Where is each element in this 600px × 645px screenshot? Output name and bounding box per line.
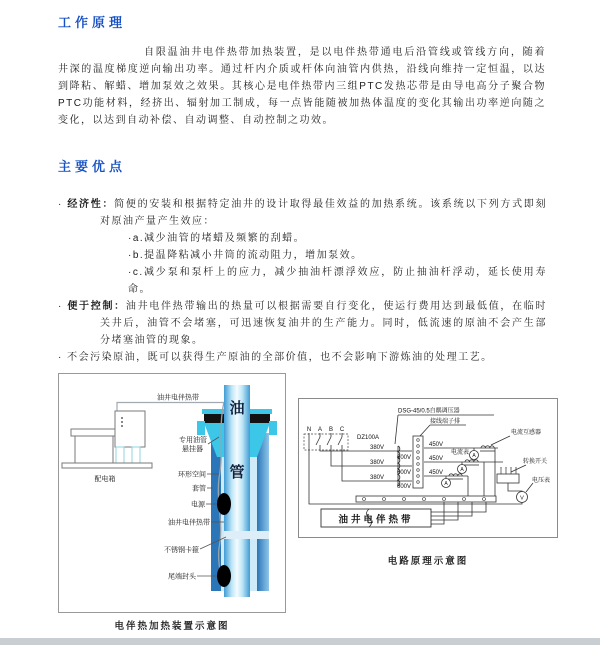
terminal-strip — [413, 436, 423, 488]
phase-n: N — [306, 427, 312, 433]
heat-band-box-label: 油井电伴热带 — [338, 514, 414, 526]
out-450-2: 450V — [428, 456, 444, 462]
advantages-list — [58, 196, 547, 366]
oil-character: 油 — [229, 400, 245, 417]
wellhead-wing-right — [269, 421, 277, 435]
heat-band-top-label: 油井电伴热带 — [157, 394, 199, 402]
input-voltage-1: 380V — [369, 445, 385, 451]
advantage-item-no-pollution-text: 不会污染原油，既可以获得生产原油的全部价值，也不会影响下游炼油的处理工艺。 — [67, 352, 493, 363]
advantage-item-no-pollution — [58, 349, 547, 366]
principle-title: 工作原理 — [58, 15, 127, 30]
heat-band-label: 油井电伴热带 — [168, 519, 210, 527]
phase-c: C — [339, 427, 345, 433]
page-bottom-edge — [0, 638, 600, 645]
bullet-dot: · — [58, 301, 63, 312]
well-heating-diagram — [58, 373, 286, 613]
advantage-sub-item-a — [58, 230, 547, 247]
wellhead-wing-left — [197, 421, 205, 435]
bullet-dot: · — [58, 199, 63, 210]
bullet-dot: · — [128, 233, 133, 244]
well-diagram-caption: 电伴热加热装置示意图 — [114, 621, 230, 632]
bus-bar — [356, 496, 496, 502]
principle-paragraph: 自限温油井电伴热带加热装置，是以电伴热带通电后沿管线或管线方向，随着井深的温度梯度逆向输出功率。通过杆内介质或杆体向油管内供热，沿线向维持一定恒温，以达到降粘、解蜡、增加泵效之效果。其核心是电伴热带内三组PTC发热芯带是由导电高分子聚合物PTC功能材料，经挤出、辐射加工制成，每一点皆能随被加热体温度的变化其输出功率逆向随之变化，以达到自动补偿、自动调整、自动控制之功效。 — [58, 47, 546, 126]
hanger-label-line1: 专用油管 — [179, 437, 207, 444]
voltmeter-label: 电压表 — [531, 478, 551, 484]
bullet-dot: · — [128, 250, 133, 261]
heat-band-box — [321, 509, 431, 527]
end-cap-label: 尾端封头 — [168, 573, 196, 581]
advantage-item-control-text: 油井电伴热带输出的热量可以根据需要自行变化，使运行费用达到最低值，在临时关井后，油管不会堵塞，可迅速恢复油井的生产能力。同时，低流速的原油不会产生部分堵塞油管的现象。 — [100, 301, 548, 346]
heater-bulge-lower — [217, 565, 231, 587]
ammeter-1 — [470, 451, 479, 460]
advantages-title: 主要优点 — [58, 159, 127, 174]
bullet-dot: · — [128, 267, 133, 278]
tap-600-2: 600V — [396, 470, 412, 476]
transformer-label: DSG-45/0.5自耦调压器 — [398, 408, 460, 415]
ammeter-1-symbol: A — [472, 453, 476, 459]
phase-a: A — [317, 427, 323, 433]
tap-600-3: 600V — [396, 484, 412, 490]
breaker-label: DZ100A — [356, 435, 380, 441]
advantage-sub-item-a-text: a.减少油管的堵蜡及频繁的刮蜡。 — [132, 233, 306, 244]
clamp-band — [224, 531, 269, 539]
advantage-item-control-label: 便于控制： — [67, 301, 126, 312]
selector-switch-label: 转换开关 — [522, 459, 548, 465]
ammeter-label: 电流表 — [450, 450, 470, 456]
advantage-sub-item-c-text: c.减少泵和泵杆上的应力，减少抽油杆漂浮效应，防止抽油杆浮动，延长使用寿命。 — [128, 267, 547, 295]
input-voltage-2: 380V — [369, 460, 385, 466]
advantage-item-control — [58, 298, 547, 349]
heater-bulge-upper — [217, 493, 231, 515]
input-voltage-3: 380V — [369, 475, 385, 481]
ammeter-2-symbol: A — [460, 467, 464, 473]
out-450-3: 450V — [428, 470, 444, 476]
hanger-label-line2: 悬挂器 — [182, 446, 203, 453]
tap-600-1: 600V — [396, 455, 412, 461]
casing-label: 套管 — [192, 485, 206, 493]
ammeter-3-symbol: A — [444, 481, 448, 487]
circuit-diagram-caption: 电路原理示意图 — [387, 556, 469, 567]
circuit-diagram — [298, 398, 558, 538]
cabinet-indicator-dots — [121, 417, 123, 427]
ammeter-2 — [458, 465, 467, 474]
pipe-character: 管 — [229, 464, 245, 481]
advantage-sub-item-b — [58, 247, 547, 264]
power-label: 电源 — [191, 501, 205, 509]
advantage-sub-item-b-text: b.提温降粘减小井筒的流动阻力，增加泵效。 — [132, 250, 363, 261]
voltmeter-symbol: V — [520, 495, 524, 502]
advantage-item-economy-label: 经济性： — [67, 199, 115, 210]
steel-clamp-label: 不锈钢卡箍 — [164, 547, 199, 554]
casing-right — [257, 433, 269, 591]
out-450-1: 450V — [428, 442, 444, 448]
voltmeter — [517, 492, 528, 503]
annular-space-label: 环形空间 — [178, 471, 206, 479]
phase-b: B — [328, 427, 334, 433]
ammeter-3 — [442, 479, 451, 488]
advantage-item-economy-text: 简便的安装和根据特定油井的设计取得最佳效益的加热系统。该系统以下列方式即刻对原油产量产生效应： — [100, 199, 548, 227]
advantage-item-economy — [58, 196, 547, 230]
terminal-block-label: 接线端子排 — [430, 419, 461, 425]
current-transformer-label: 电流互感器 — [510, 430, 542, 436]
bullet-dot: · — [58, 352, 63, 363]
distribution-box-label: 配电箱 — [94, 476, 116, 483]
advantage-sub-item-c — [58, 264, 547, 298]
